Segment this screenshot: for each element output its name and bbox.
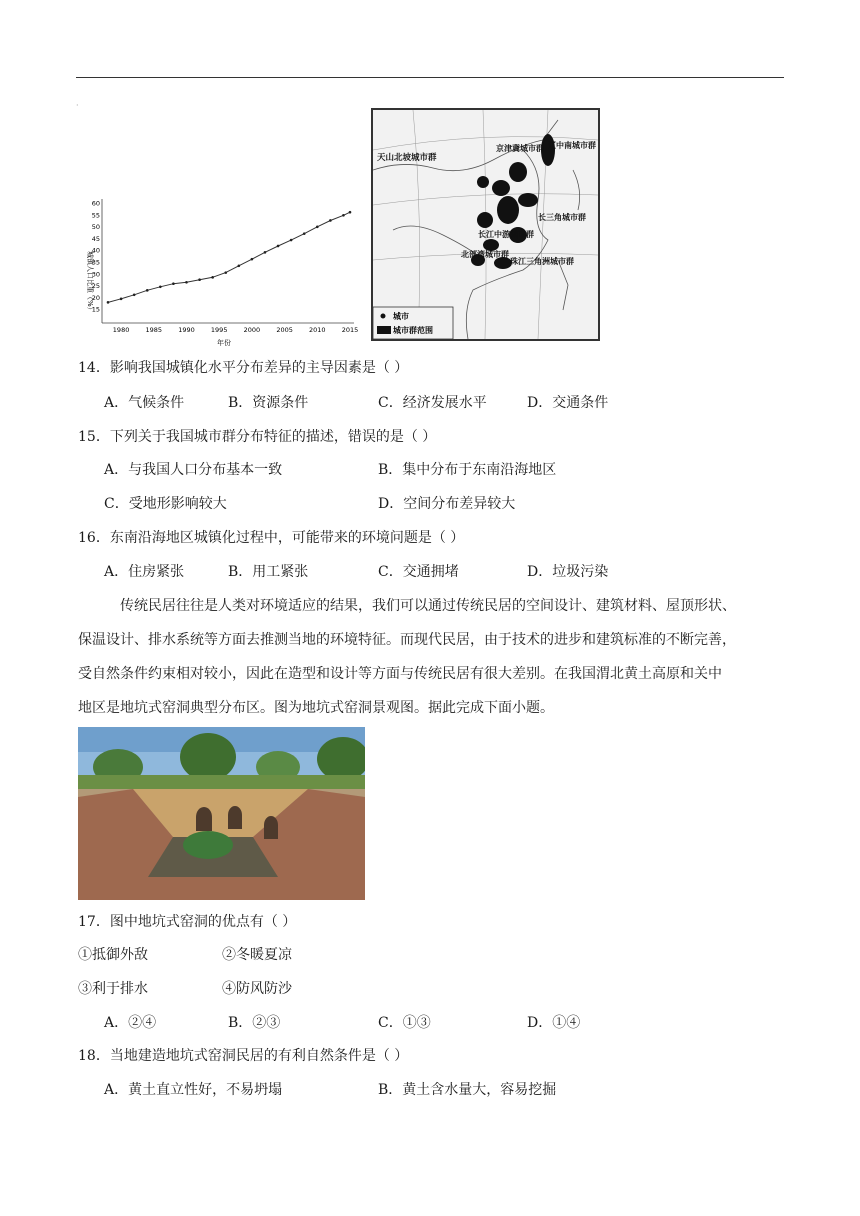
y-tick-label: 40 <box>91 246 100 255</box>
x-tick-label: 2000 <box>243 326 261 334</box>
q17-option-a[interactable]: A．②④ <box>104 1015 157 1031</box>
y-tick-label: 60 <box>91 199 100 208</box>
passage-line-1: 传统民居往往是人类对环境适应的结果，我们可以通过传统民居的空间设计、建筑材料、屋顶形状、 <box>120 598 736 614</box>
label-changsanjiao: 长三角城市群 <box>538 213 586 222</box>
city-cluster-map <box>371 108 600 341</box>
x-axis-label: 年份 <box>217 339 231 347</box>
pit-cave-dwelling-photo <box>78 727 365 900</box>
data-point <box>342 214 345 217</box>
question-17-stem: 17．图中地坑式窑洞的优点有（ ） <box>78 914 297 930</box>
label-tianshan: 天山北坡城市群 <box>377 153 437 163</box>
x-tick-label: 1985 <box>145 326 163 334</box>
y-tick-label: 15 <box>91 305 100 314</box>
data-point <box>290 239 293 242</box>
q14-option-b[interactable]: B．资源条件 <box>228 395 309 411</box>
q15-option-b[interactable]: B．集中分布于东南沿海地区 <box>378 462 557 478</box>
passage-line-2: 保温设计、排水系统等方面去推测当地的环境特征。而现代民居，由于技术的进步和建筑标准的不断完善， <box>78 632 736 648</box>
q15-option-d[interactable]: D．空间分布差异较大 <box>378 496 516 512</box>
data-point <box>303 232 306 235</box>
data-point <box>133 294 136 297</box>
data-point <box>211 276 214 279</box>
y-tick-label: 45 <box>91 234 100 243</box>
data-point <box>185 281 188 284</box>
label-liaozhongnan: 辽中南城市群 <box>548 141 596 150</box>
x-tick-label: 1995 <box>210 326 228 334</box>
y-tick-label: 25 <box>91 282 100 291</box>
q17-option-c[interactable]: C．①③ <box>378 1015 431 1031</box>
y-axis-label: 城镇人口比重（%） <box>86 251 94 314</box>
y-tick-label: 20 <box>91 293 100 302</box>
q17-option-d[interactable]: D．①④ <box>527 1015 581 1031</box>
q17-item-3: ③利于排水 <box>78 981 148 997</box>
q16-option-a[interactable]: A．住房紧张 <box>104 564 185 580</box>
q16-option-b[interactable]: B．用工紧张 <box>228 564 309 580</box>
header-mark: · <box>76 101 79 110</box>
passage-line-3: 受自然条件约束相对较小，因此在造型和设计等方面与传统民居有很大差别。在我国渭北黄土高原和关中 <box>78 666 722 682</box>
data-point <box>224 271 227 274</box>
data-point <box>251 258 254 261</box>
q17-item-4: ④防风防沙 <box>222 981 292 997</box>
q18-option-b[interactable]: B．黄土含水量大，容易挖掘 <box>378 1082 557 1098</box>
data-point <box>107 301 110 304</box>
x-tick-label: 2015 <box>341 326 358 334</box>
data-point <box>349 211 352 214</box>
photo-svg <box>78 727 365 900</box>
legend-city-symbol <box>381 314 386 319</box>
q18-option-a[interactable]: A．黄土直立性好，不易坍塌 <box>104 1082 283 1098</box>
data-point <box>120 298 123 301</box>
map-svg <box>373 110 598 339</box>
question-14-stem: 14．影响我国城镇化水平分布差异的主导因素是（ ） <box>78 360 409 376</box>
data-point <box>238 264 241 267</box>
q14-option-d[interactable]: D．交通条件 <box>527 395 609 411</box>
data-point <box>146 289 149 292</box>
question-16-stem: 16．东南沿海地区城镇化过程中，可能带来的环境问题是（ ） <box>78 530 465 546</box>
chart-svg <box>82 195 358 347</box>
data-point <box>329 219 332 222</box>
q16-option-d[interactable]: D．垃圾污染 <box>527 564 609 580</box>
legend-city: 城市 <box>393 312 409 321</box>
data-point <box>277 245 280 248</box>
label-beibuwan: 北部湾城市群 <box>461 250 509 259</box>
label-changjiang: 长江中游城市群 <box>478 230 534 239</box>
y-tick-label: 35 <box>91 258 100 267</box>
urbanization-line-chart <box>82 195 358 347</box>
y-tick-label: 30 <box>91 270 100 279</box>
passage-line-4: 地区是地坑式窑洞典型分布区。图为地坑式窑洞景观图。据此完成下面小题。 <box>78 700 554 716</box>
q16-option-c[interactable]: C．交通拥堵 <box>378 564 459 580</box>
x-tick-label: 2010 <box>309 326 326 334</box>
q15-option-c[interactable]: C．受地形影响较大 <box>104 496 227 512</box>
legend-cluster-symbol <box>377 326 391 334</box>
q17-option-b[interactable]: B．②③ <box>228 1015 281 1031</box>
data-point <box>172 282 175 285</box>
header-rule <box>76 77 784 78</box>
question-15-stem: 15．下列关于我国城市群分布特征的描述，错误的是（ ） <box>78 429 437 445</box>
legend-cluster: 城市群范围 <box>393 326 433 335</box>
question-18-stem: 18．当地建造地坑式窑洞民居的有利自然条件是（ ） <box>78 1048 409 1064</box>
q15-option-a[interactable]: A．与我国人口分布基本一致 <box>104 462 283 478</box>
series-line <box>108 212 350 302</box>
label-jingjinji: 京津冀城市群 <box>496 144 544 153</box>
x-tick-label: 1980 <box>112 326 130 334</box>
q17-item-2: ②冬暖夏凉 <box>222 947 292 963</box>
data-point <box>198 278 201 281</box>
data-point <box>159 285 162 288</box>
y-tick-label: 50 <box>91 223 100 232</box>
x-tick-label: 2005 <box>276 326 293 334</box>
y-tick-label: 55 <box>91 211 100 220</box>
label-zhusanjiao: 珠江三角洲城市群 <box>510 257 574 266</box>
q17-item-1: ①抵御外敌 <box>78 947 148 963</box>
q14-option-a[interactable]: A．气候条件 <box>104 395 185 411</box>
data-point <box>316 226 319 229</box>
data-point <box>264 251 267 254</box>
q14-option-c[interactable]: C．经济发展水平 <box>378 395 487 411</box>
x-tick-label: 1990 <box>178 326 195 334</box>
